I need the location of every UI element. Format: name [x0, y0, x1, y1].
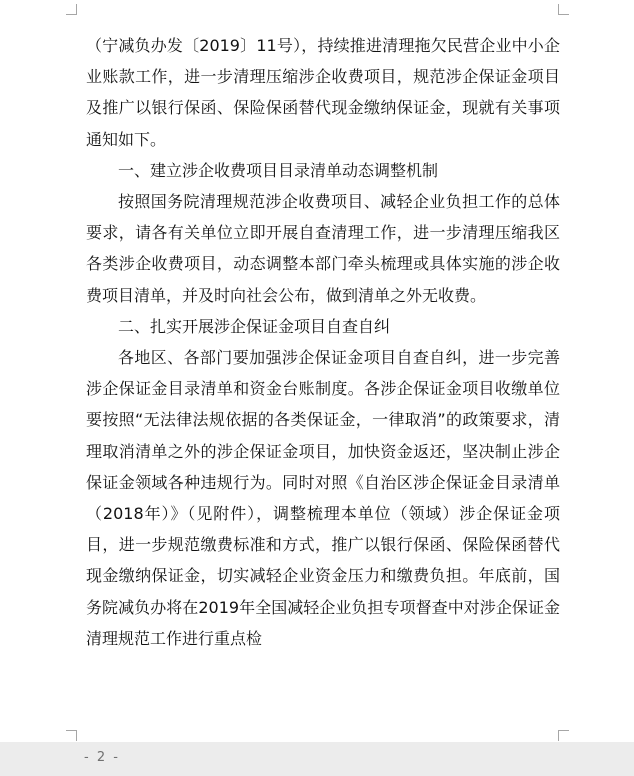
section-heading-2: 二、扎实开展涉企保证金项目自查自纠 [118, 316, 391, 336]
section-heading-1: 一、建立涉企收费项目目录清单动态调整机制 [118, 160, 439, 180]
paragraph-intro: （宁减负办发〔2019〕11号），持续推进清理拖欠民营企业中小企业账款工作，进一步清理压缩涉企收费项目，规范涉企保证金项目及推广以银行保函、保险保函替代现金缴纳保证金，现就有关事项通知如下。 [86, 36, 560, 149]
paragraph-section-2: 各地区、各部门要加强涉企保证金项目自查自纠，进一步完善涉企保证金目录清单和资金台账制度。各涉企保证金项目收缴单位要按照“无法律法规依据的各类保证金，一律取消”的政策要求，清理取消清单之外的涉企保证金项目，加快资金返还，坚决制止涉企保证金领域各种违规行为。同时对照《自治区涉企保证金目录清单（2018年）》（见附件），调整梳理本单位（领域）涉企保证金项目，进一步规范缴费标准和方式，推广以银行保函、保险保函替代现金缴纳保证金，切实减轻企业资金压力和缴费负担。年底前，国务院减负办将在2019年全国减轻企业负担专项督查中对涉企保证金清理规范工作进行重点检 [86, 348, 560, 648]
margin-corner-mark [66, 730, 77, 741]
margin-corner-mark [558, 730, 569, 741]
document-body[interactable] [86, 30, 560, 654]
margin-corner-mark [66, 4, 77, 15]
paragraph-section-1: 按照国务院清理规范涉企收费项目、减轻企业负担工作的总体要求，请各有关单位立即开展自查清理工作，进一步清理压缩我区各类涉企收费项目，动态调整本部门牵头梳理或具体实施的涉企收费项目清单，并及时向社会公布，做到清单之外无收费。 [86, 192, 560, 305]
page-number: - 2 - [84, 750, 120, 765]
margin-corner-mark [558, 4, 569, 15]
